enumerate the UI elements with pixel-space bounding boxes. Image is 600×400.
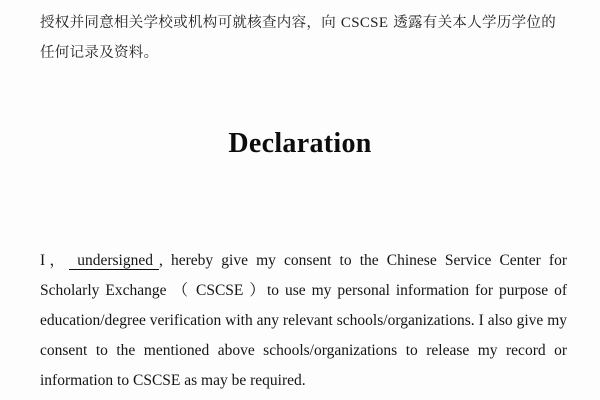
declaration-line-2: Scholarly Exchange （ CSCSE ）to use my personal information for purpose of bbox=[40, 282, 567, 299]
declaration-line-3: education/degree verification with any relevant schools/organizations. I also give my bbox=[40, 312, 567, 329]
declaration-line-1 bbox=[40, 246, 567, 276]
chinese-text: 授权并同意相关学校或机构可就核查内容，向 bbox=[40, 15, 341, 31]
declaration-line-4: consent to the mentioned above schools/organizations to release my record or bbox=[40, 342, 567, 359]
declaration-paragraph bbox=[40, 246, 567, 396]
declaration-line-5: information to CSCSE as may be required. bbox=[40, 372, 306, 389]
signer-name-field[interactable]: undersigned bbox=[69, 252, 159, 270]
chinese-text: 透露有关本人学历学位的 bbox=[388, 15, 556, 31]
chinese-line-2 bbox=[40, 38, 580, 68]
chinese-text: 任何记录及资料。 bbox=[40, 45, 159, 61]
chinese-line-1 bbox=[40, 8, 580, 38]
declaration-heading: Declaration bbox=[228, 128, 372, 159]
declaration-prefix: I， bbox=[40, 252, 70, 269]
cscse-acronym: CSCSE bbox=[340, 15, 389, 31]
declaration-text: , hereby give my consent to the Chinese Service Center for bbox=[158, 252, 567, 269]
chinese-authorization-paragraph bbox=[40, 8, 580, 68]
